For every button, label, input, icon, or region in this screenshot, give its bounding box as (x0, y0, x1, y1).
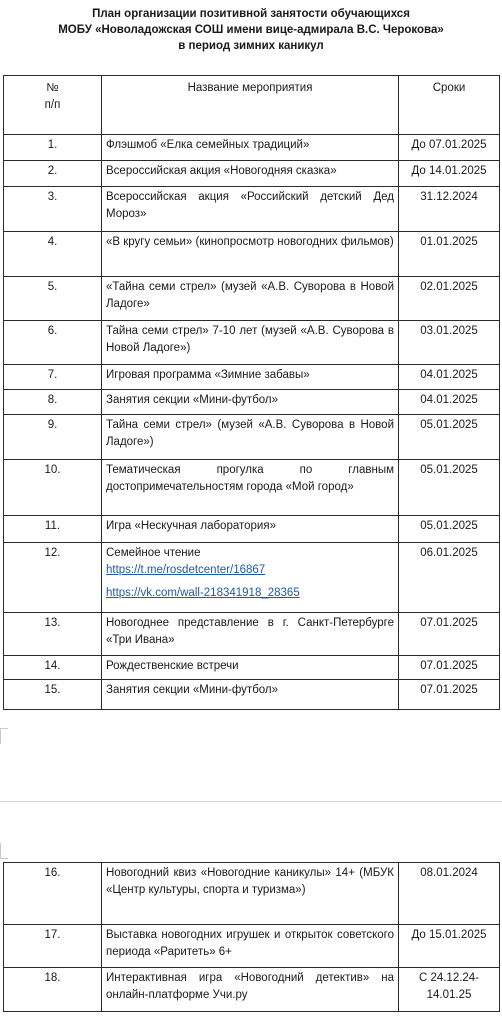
row-event-name: Флэшмоб «Елка семейных традиций» (102, 135, 399, 161)
row-number: 1. (4, 135, 102, 161)
row-event-name: Всероссийская акция «Российский детский Дед Мороз» (102, 187, 399, 232)
title-line-3: в период зимних каникул (178, 40, 324, 52)
row-date: 01.01.2025 (399, 232, 500, 277)
row-event-title: Семейное чтение (106, 547, 201, 559)
row-date: 02.01.2025 (399, 277, 500, 321)
table-row (4, 460, 500, 516)
row-number: 16. (4, 863, 102, 925)
row-number: 4. (4, 232, 102, 277)
row-number: 2. (4, 161, 102, 187)
row-event-name: Интерактивная игра «Новогодний детектив» на онлайн-платформе Учи.ру (102, 968, 399, 1012)
row-number: 14. (4, 656, 102, 680)
table-row (4, 415, 500, 460)
row-date: 04.01.2025 (399, 390, 500, 415)
row-date: 03.01.2025 (399, 321, 500, 365)
header-number (4, 76, 102, 135)
row-date: 06.01.2025 (399, 543, 500, 613)
events-table-page-1 (3, 75, 500, 710)
telegram-link[interactable]: https://t.me/rosdetcenter/16867 (106, 564, 266, 576)
page-corner-mark (0, 728, 8, 744)
row-number: 18. (4, 968, 102, 1012)
row-event-name: Тайна семи стрел» (музей «А.В. Суворова в Новой Ладоге») (102, 415, 399, 460)
row-event-name: Выставка новогодних игрушек и открыток советского периода «Раритеть» 6+ (102, 925, 399, 968)
table-row (4, 135, 500, 161)
header-number-abbr: п/п (44, 99, 61, 111)
row-number: 12. (4, 543, 102, 613)
row-number: 3. (4, 187, 102, 232)
row-event-name: Занятия секции «Мини-футбол» (102, 390, 399, 415)
row-number: 8. (4, 390, 102, 415)
title-line-2: МОБУ «Новоладожская СОШ имени вице-адмирала В.С. Черокова» (58, 24, 444, 36)
row-date: До 14.01.2025 (399, 161, 500, 187)
row-date: 08.01.2024 (399, 863, 500, 925)
table-row (4, 656, 500, 680)
table-row (4, 680, 500, 710)
header-number-symbol: № (46, 82, 59, 94)
row-date: 07.01.2025 (399, 613, 500, 656)
row-event-name: Всероссийская акция «Новогодняя сказка» (102, 161, 399, 187)
row-event-name: Тайна семи стрел» 7-10 лет (музей «А.В. Суворова в Новой Ладоге») (102, 321, 399, 365)
row-number: 10. (4, 460, 102, 516)
row-date: 05.01.2025 (399, 516, 500, 543)
page-break-divider (0, 801, 502, 802)
row-event-name: «В кругу семьи» (кинопросмотр новогодних фильмов) (102, 232, 399, 277)
header-dates: Сроки (399, 76, 500, 135)
row-number: 15. (4, 680, 102, 710)
table-row (4, 543, 500, 613)
vk-link[interactable]: https://vk.com/wall-218341918_28365 (106, 587, 300, 599)
row-event-name: Новогодний квиз «Новогодние каникулы» 14+ (МБУК «Центр культуры, спорта и туризма») (102, 863, 399, 925)
table-row (4, 925, 500, 968)
row-number: 17. (4, 925, 102, 968)
row-number: 6. (4, 321, 102, 365)
table-row (4, 390, 500, 415)
row-event-name: Игровая программа «Зимние забавы» (102, 365, 399, 390)
table-row (4, 232, 500, 277)
table-row (4, 968, 500, 1012)
row-date: 05.01.2025 (399, 460, 500, 516)
row-date: 04.01.2025 (399, 365, 500, 390)
document-title (0, 6, 502, 54)
header-event-name: Название мероприятия (102, 76, 399, 135)
row-date: С 24.12.24-14.01.25 (399, 968, 500, 1012)
page-corner-mark (0, 843, 8, 859)
row-number: 13. (4, 613, 102, 656)
table-row (4, 613, 500, 656)
table-row (4, 321, 500, 365)
row-date: До 15.01.2025 (399, 925, 500, 968)
row-number: 7. (4, 365, 102, 390)
row-number: 11. (4, 516, 102, 543)
row-event-name: Занятия секции «Мини-футбол» (102, 680, 399, 710)
title-line-1: План организации позитивной занятости обучающихся (92, 8, 410, 20)
table-row (4, 187, 500, 232)
row-date: 31.12.2024 (399, 187, 500, 232)
row-date: 07.01.2025 (399, 680, 500, 710)
table-row (4, 516, 500, 543)
row-date: 07.01.2025 (399, 656, 500, 680)
table-row (4, 161, 500, 187)
row-event-name: Игра «Нескучная лаборатория» (102, 516, 399, 543)
row-number: 5. (4, 277, 102, 321)
table-row (4, 863, 500, 925)
events-table-page-2 (3, 862, 500, 1012)
row-date: До 07.01.2025 (399, 135, 500, 161)
row-event-name: Тематическая прогулка по главным достопримечательностям города «Мой город» (102, 460, 399, 516)
row-date: 05.01.2025 (399, 415, 500, 460)
row-event-name (102, 543, 399, 613)
row-number: 9. (4, 415, 102, 460)
row-event-name: Рождественские встречи (102, 656, 399, 680)
row-event-name: Новогоднее представление в г. Санкт-Петербурге «Три Ивана» (102, 613, 399, 656)
table-row (4, 365, 500, 390)
table-header-row (4, 76, 500, 135)
table-row (4, 277, 500, 321)
row-event-name: «Тайна семи стрел» (музей «А.В. Суворова в Новой Ладоге» (102, 277, 399, 321)
